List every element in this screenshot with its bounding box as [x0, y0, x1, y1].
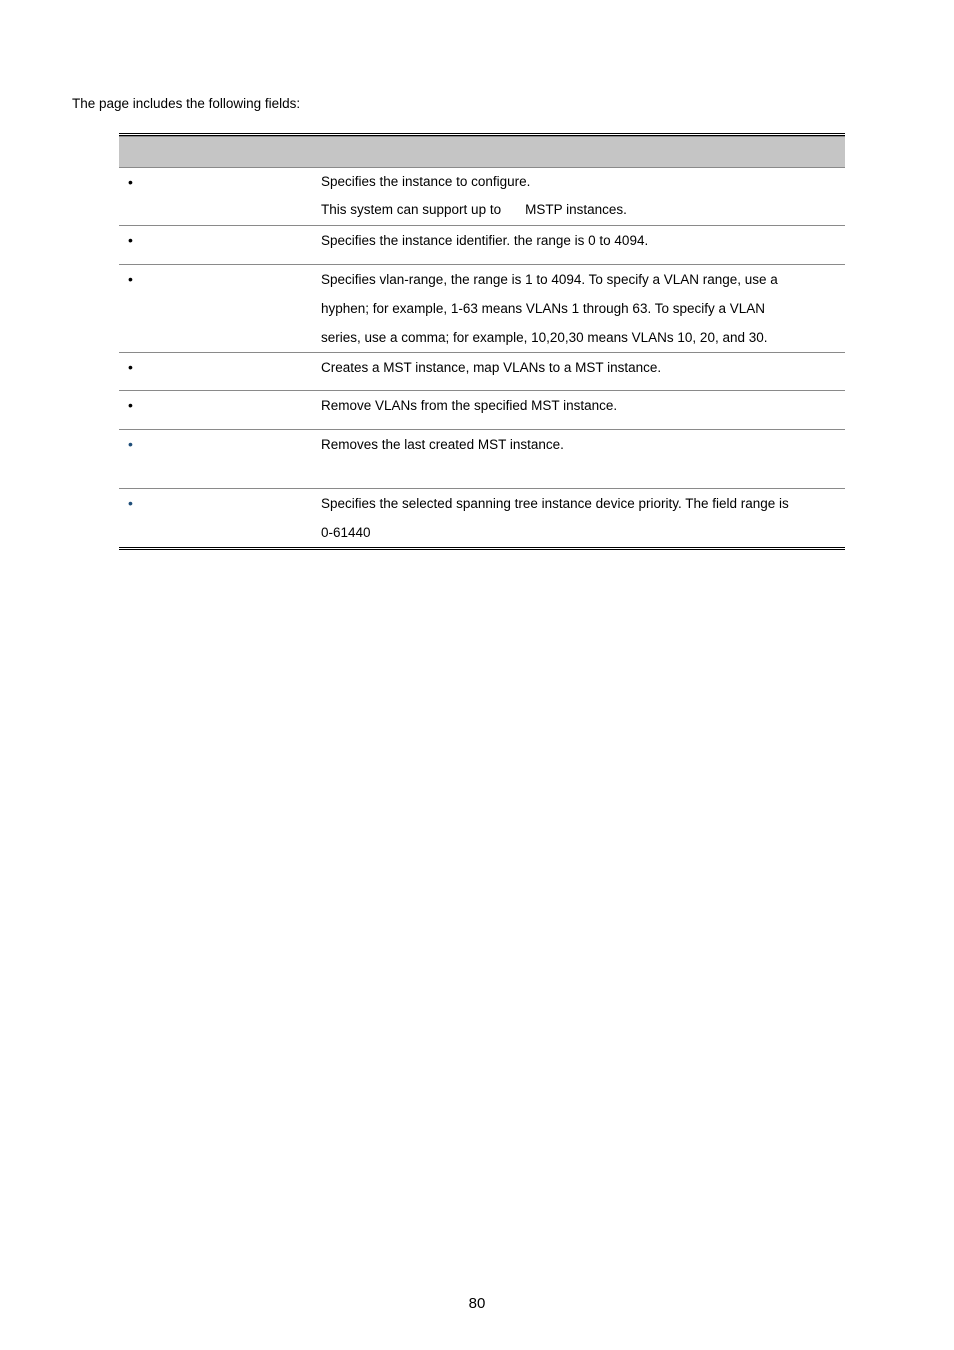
fields-table [119, 133, 845, 550]
row-description: Remove VLANs from the specified MST instance. [321, 398, 618, 413]
table-row [119, 489, 845, 549]
bullet-icon: • [128, 271, 133, 287]
header-object [119, 137, 321, 168]
table-header-row [119, 137, 845, 168]
row-description-line: hyphen; for example, 1-63 means VLANs 1 through 63. To specify a VLAN [321, 301, 766, 316]
row-description-line: Specifies vlan-range, the range is 1 to 4094. To specify a VLAN range, use a [321, 272, 778, 287]
table-row [119, 391, 845, 430]
support-line [321, 196, 845, 224]
bullet-icon: • [128, 397, 133, 413]
table-row [119, 353, 845, 391]
row-description-line: series, use a comma; for example, 10,20,30 means VLANs 10, 20, and 30. [321, 330, 768, 345]
row-description-line: Specifies the selected spanning tree instance device priority. The field range is [321, 496, 789, 511]
row-description: Specifies the instance to configure. [321, 174, 531, 189]
support-prefix: This system can support up to [321, 202, 502, 217]
bullet-icon: • [128, 436, 133, 452]
header-description [321, 137, 845, 168]
bullet-icon: • [128, 359, 133, 375]
row-description: Creates a MST instance, map VLANs to a MST instance. [321, 360, 662, 375]
row-description: Specifies the instance identifier. the range is 0 to 4094. [321, 233, 649, 248]
table-row [119, 430, 845, 489]
table-row [119, 265, 845, 353]
table-row [119, 168, 845, 226]
bullet-icon: • [128, 232, 133, 248]
intro-text: The page includes the following fields: [72, 96, 301, 111]
bullet-icon: • [128, 174, 133, 190]
row-description: Removes the last created MST instance. [321, 437, 564, 452]
row-description-line: 0-61440 [321, 525, 371, 540]
bullet-icon: • [128, 495, 133, 511]
page-number: 80 [468, 1295, 486, 1312]
table-row [119, 226, 845, 265]
support-suffix: MSTP instances. [525, 202, 627, 217]
